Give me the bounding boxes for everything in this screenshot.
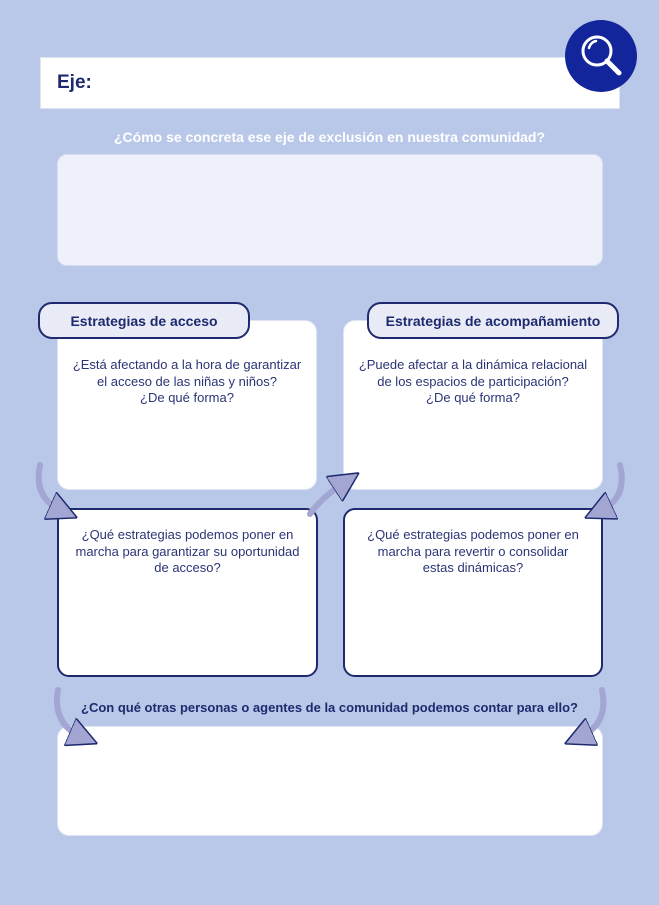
eje-label: Eje: [57,72,92,93]
acompanamiento-strategy-line-3: estas dinámicas? [422,560,524,575]
arrow-left-down-icon [39,465,62,511]
arrow-diagonal-up-icon [310,482,345,514]
arrow-right-down-icon [600,465,622,511]
acompanamiento-strategy-line-1: ¿Qué estrategias podemos poner en [367,527,579,542]
acompanamiento-strategy-line-2: marcha para revertir o consolidar [377,543,569,559]
acompanamiento-title: Estrategias de acompañamiento [385,312,601,329]
acompanamiento-question-line-1: ¿Puede afectar a la dinámica relacional [358,357,588,372]
bottom-question: ¿Con qué otras personas o agentes de la comunidad podemos contar para ello? [81,700,578,715]
acceso-strategy-line-3: de acceso? [154,560,221,575]
acceso-question-line-3: ¿De qué forma? [140,390,234,405]
acompanamiento-question-line-2: de los espacios de participación? [377,373,569,389]
acceso-title: Estrategias de acceso [70,312,218,329]
acceso-strategy-line-1: ¿Qué estrategias podemos poner en [81,527,294,542]
main-question: ¿Cómo se concreta ese eje de exclusión en nuestra comunidad? [113,129,546,145]
acceso-question-line-2: el acceso de las niñas y niños? [97,373,277,389]
arrow-bottom-right-icon [580,690,603,737]
acompanamiento-question-line-3: ¿De qué forma? [426,390,520,405]
arrow-bottom-left-icon [57,690,82,737]
acceso-strategy-line-2: marcha para garantizar su oportunidad [75,543,300,559]
acceso-question-line-1: ¿Está afectando a la hora de garantizar [72,357,302,372]
